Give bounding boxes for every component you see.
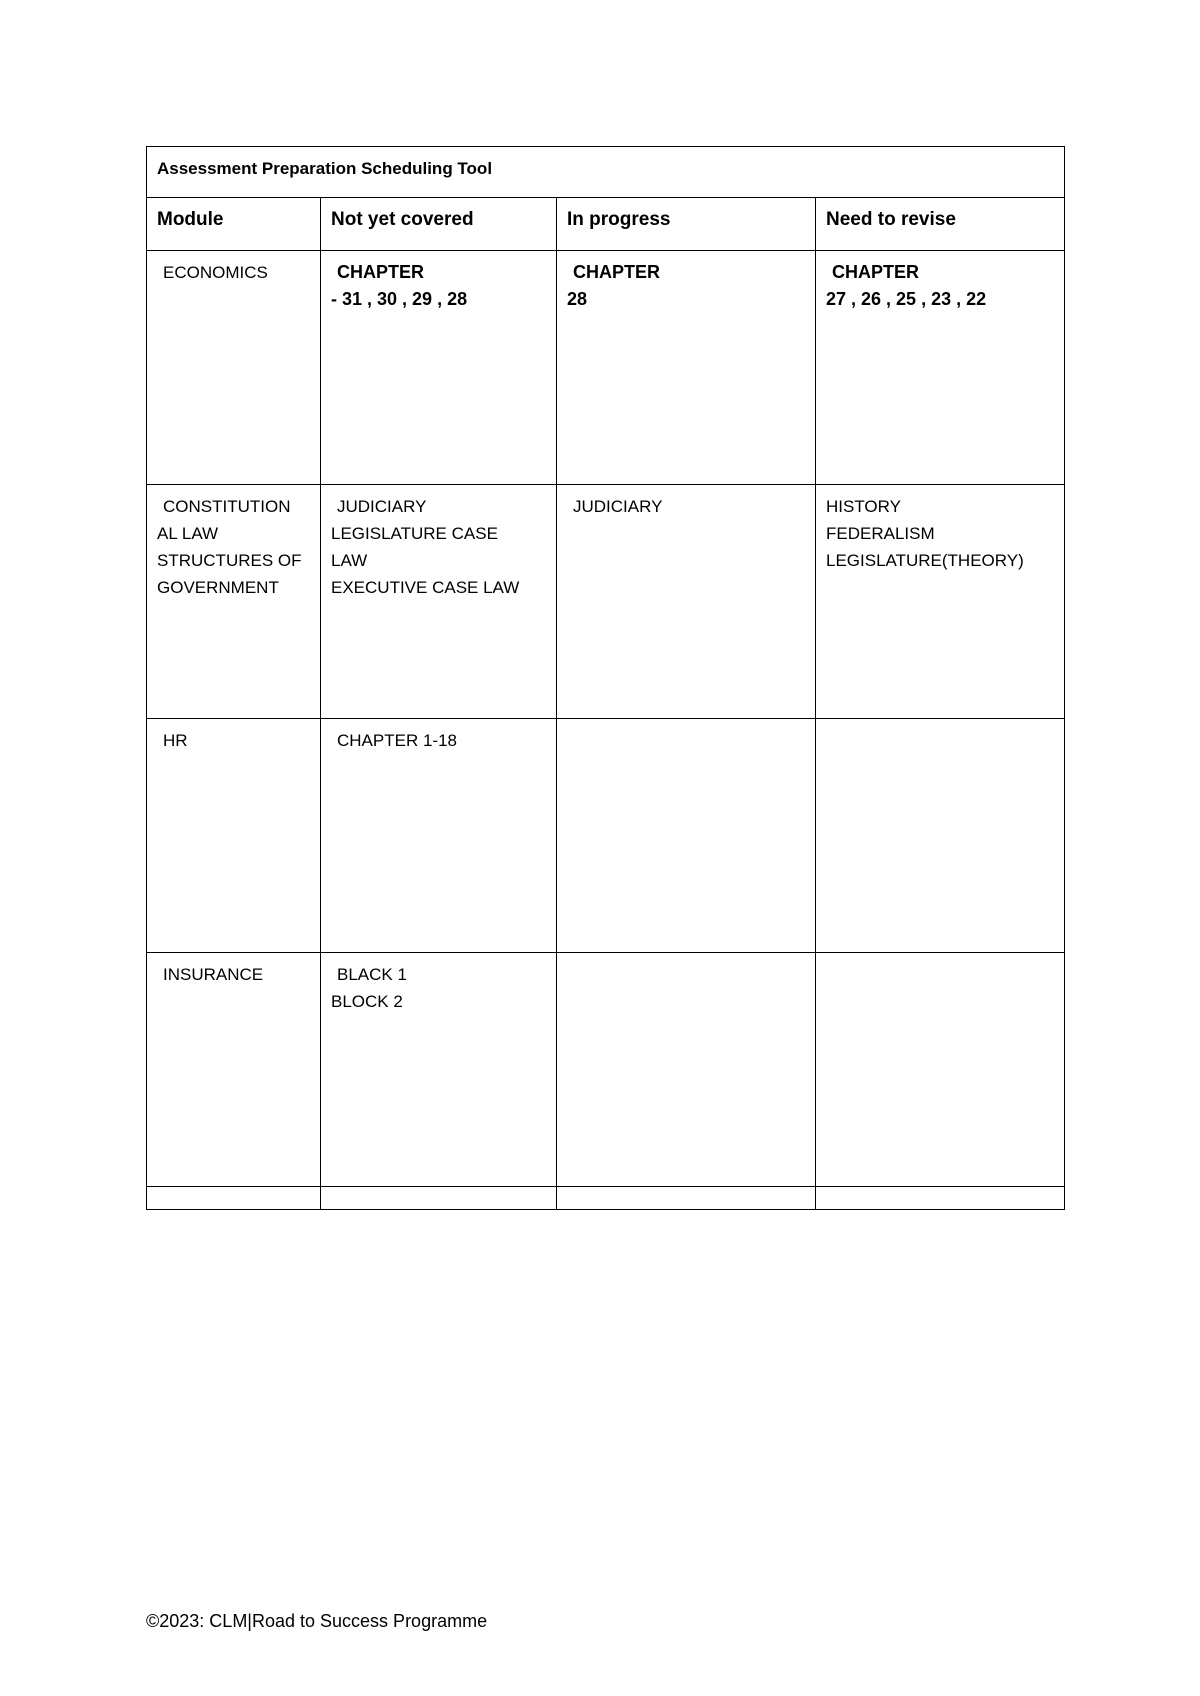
module-line: STRUCTURES OF: [157, 551, 302, 570]
cell-line: CHAPTER 1-18: [337, 731, 457, 750]
cell-line: CHAPTER: [573, 262, 661, 282]
cell-line: BLACK 1: [337, 965, 407, 984]
cell-line: CHAPTER: [337, 262, 425, 282]
need-to-revise-cell: [816, 485, 1065, 719]
page-footer: ©2023: CLM|Road to Success Programme: [146, 1611, 488, 1631]
cell-line: LEGISLATURE CASE: [331, 524, 498, 543]
cell-line: - 31 , 30 , 29 , 28: [331, 289, 468, 309]
need-to-revise-cell: [816, 953, 1065, 1187]
cell-line: JUDICIARY: [573, 497, 663, 516]
header-in-progress: In progress: [557, 198, 816, 251]
cell-line: EXECUTIVE CASE LAW: [331, 578, 520, 597]
module-line: GOVERNMENT: [157, 578, 279, 597]
in-progress-cell: [557, 485, 816, 719]
empty-cell: [816, 1187, 1065, 1210]
cell-line: FEDERALISM: [826, 524, 935, 543]
module-cell: [147, 251, 321, 485]
table-row-constitutional-law: [147, 485, 1065, 719]
not-yet-covered-cell: [321, 719, 557, 953]
table-row-insurance: [147, 953, 1065, 1187]
header-module: Module: [147, 198, 321, 251]
table-row-economics: [147, 251, 1065, 485]
cell-line: LEGISLATURE(THEORY): [826, 551, 1024, 570]
not-yet-covered-cell: [321, 485, 557, 719]
module-cell: [147, 953, 321, 1187]
not-yet-covered-cell: [321, 251, 557, 485]
table-row-hr: [147, 719, 1065, 953]
assessment-scheduling-table: [146, 146, 1065, 1210]
cell-line: BLOCK 2: [331, 992, 403, 1011]
module-cell: [147, 485, 321, 719]
cell-line: HISTORY: [826, 497, 901, 516]
need-to-revise-cell: [816, 719, 1065, 953]
cell-line: LAW: [331, 551, 368, 570]
module-line: CONSTITUTION: [163, 497, 291, 516]
cell-line: 28: [567, 289, 588, 309]
header-not-yet-covered: Not yet covered: [321, 198, 557, 251]
table-row-empty: [147, 1187, 1065, 1210]
module-line: AL LAW: [157, 524, 219, 543]
cell-line: JUDICIARY: [337, 497, 427, 516]
in-progress-cell: [557, 251, 816, 485]
empty-cell: [557, 1187, 816, 1210]
header-need-to-revise: Need to revise: [816, 198, 1065, 251]
module-line: INSURANCE: [163, 965, 264, 984]
cell-line: CHAPTER: [832, 262, 920, 282]
empty-cell: [147, 1187, 321, 1210]
in-progress-cell: [557, 719, 816, 953]
header-row: [147, 198, 1065, 251]
not-yet-covered-cell: [321, 953, 557, 1187]
cell-line: 27 , 26 , 25 , 23 , 22: [826, 289, 987, 309]
module-line: HR: [163, 731, 188, 750]
need-to-revise-cell: [816, 251, 1065, 485]
title-row: [147, 147, 1065, 198]
in-progress-cell: [557, 953, 816, 1187]
module-line: ECONOMICS: [163, 263, 268, 282]
empty-cell: [321, 1187, 557, 1210]
module-cell: [147, 719, 321, 953]
table-title: Assessment Preparation Scheduling Tool: [147, 147, 1065, 198]
